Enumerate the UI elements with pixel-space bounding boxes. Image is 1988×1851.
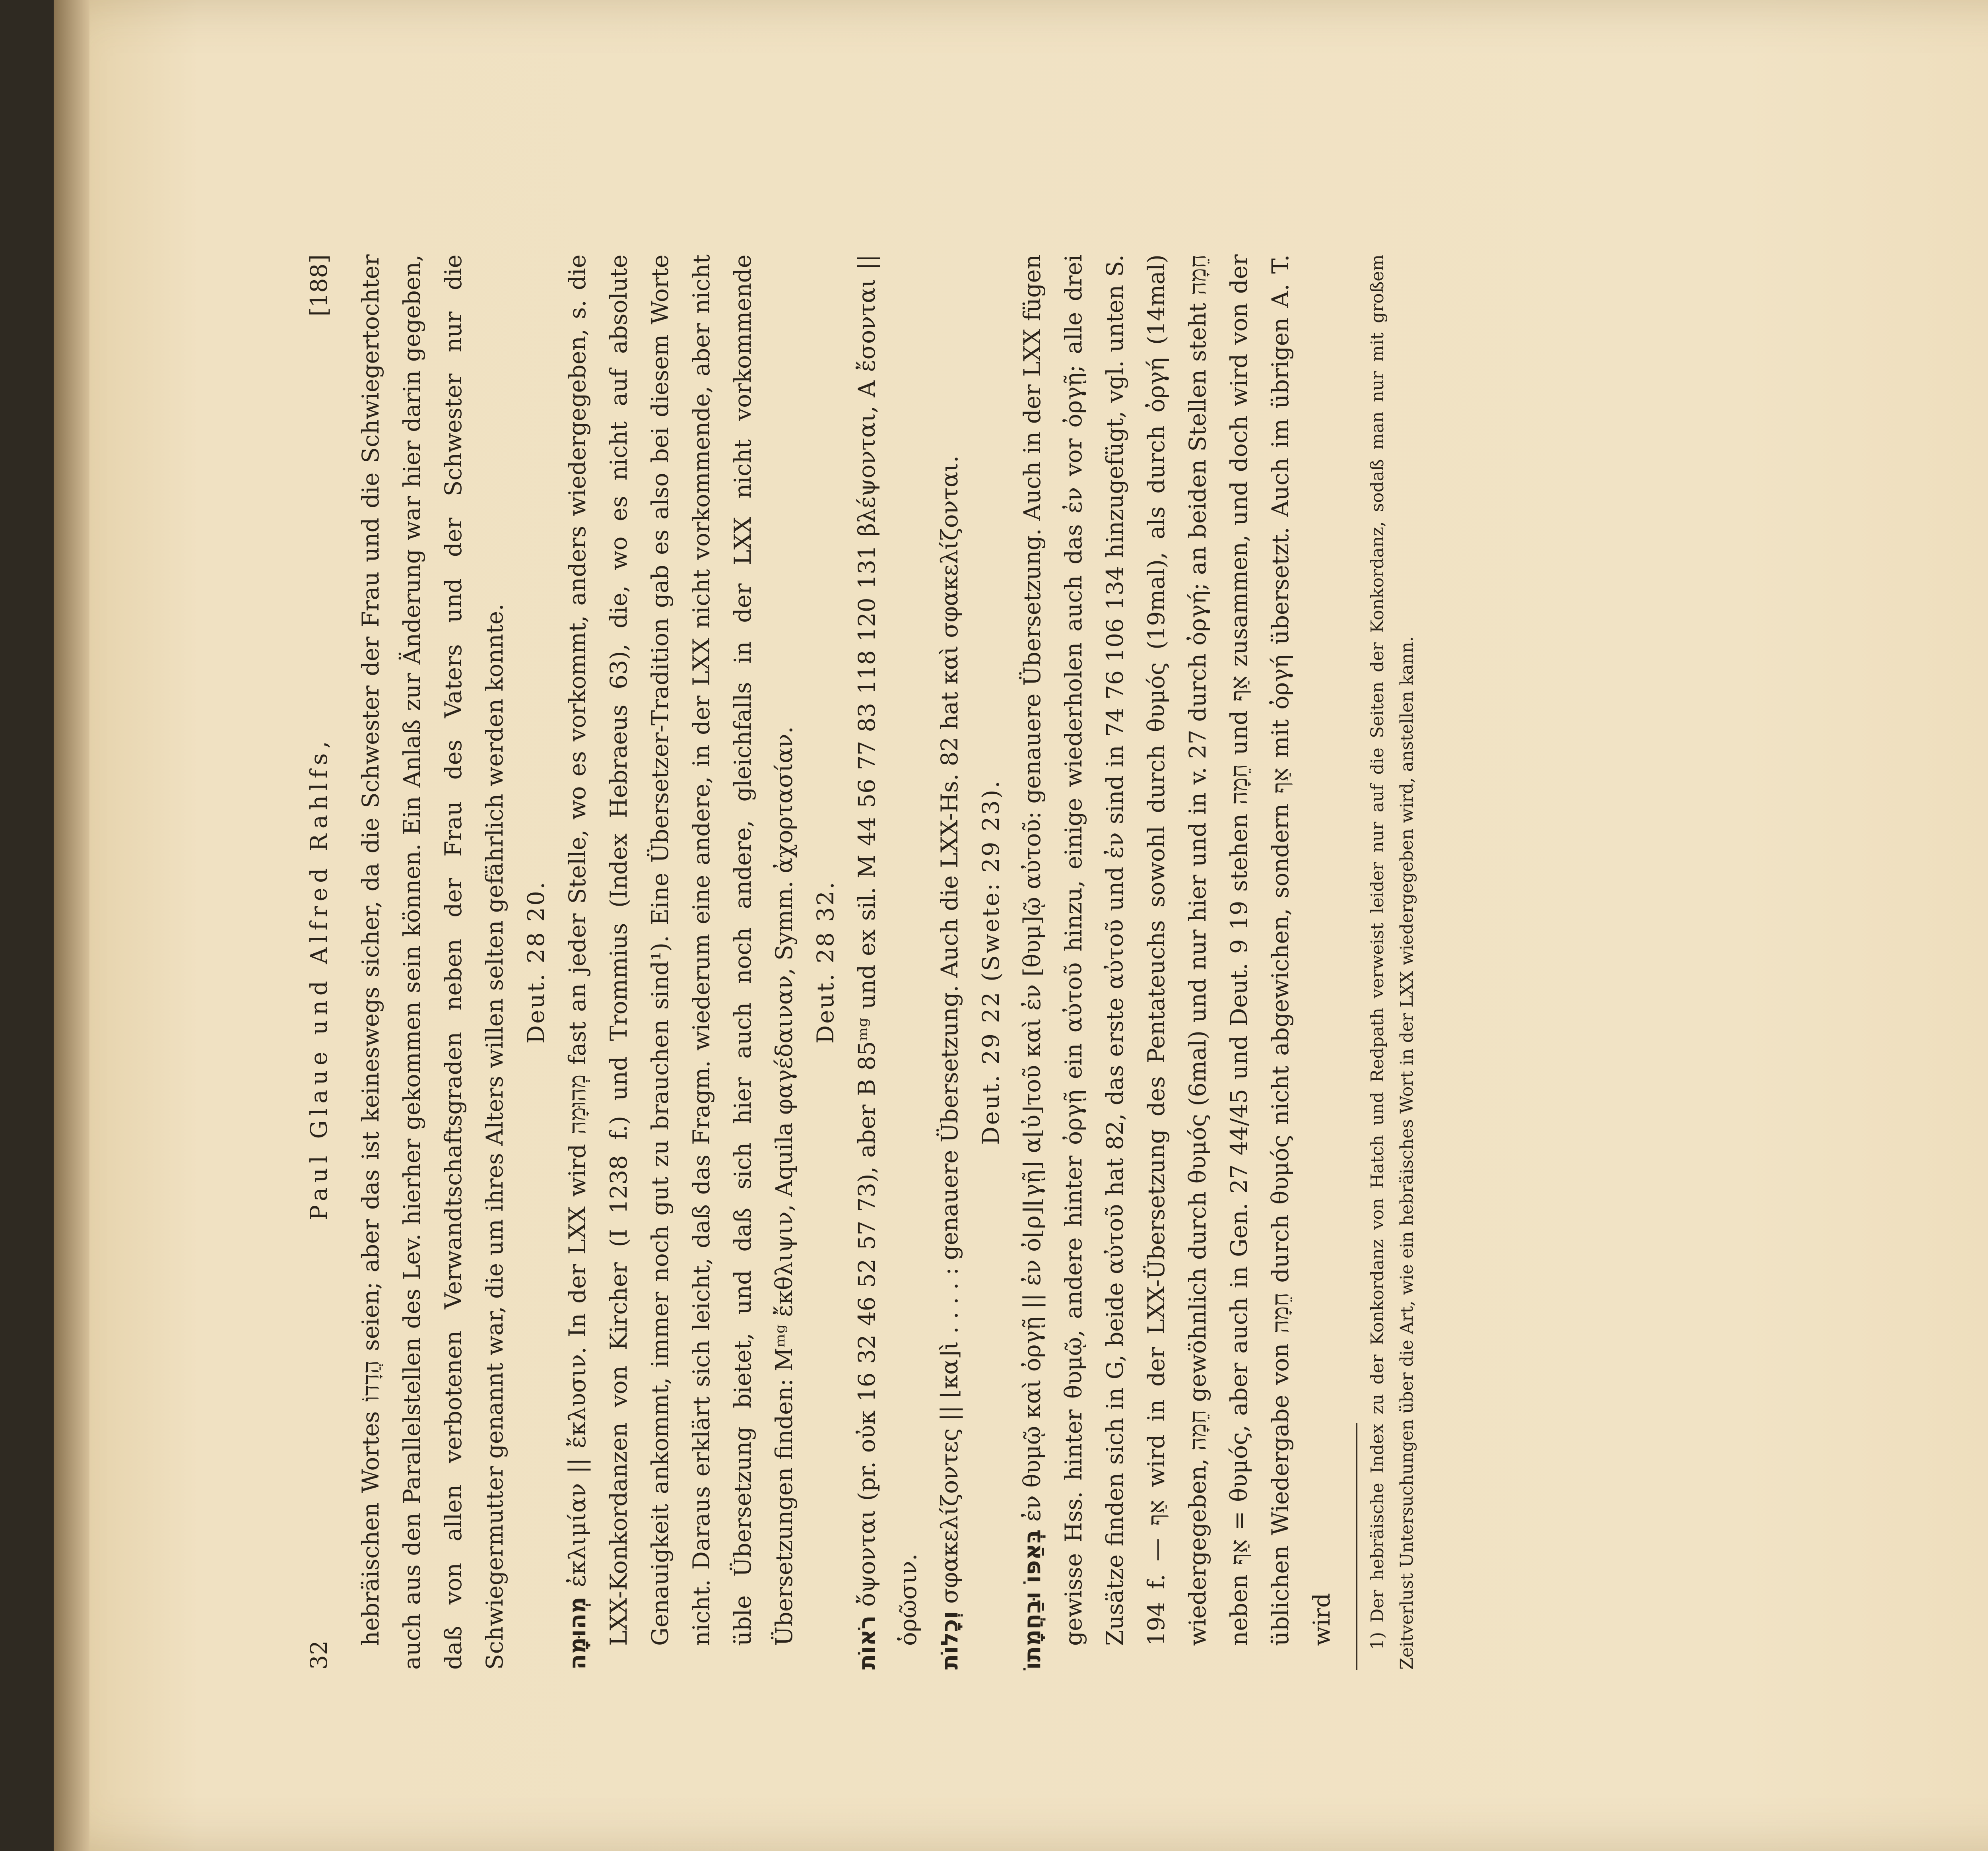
original-page-number: [188] [305,254,332,316]
paragraph: hebräischen Wortes הֲדָדוֹ seien; aber das ist keineswegs sicher, da die Schwester der Frau und die Schwiegertochter auch aus den Parallelstellen des Lev. hierher gekommen sein können. Ein Anlaß zur Änderung war hier darin gegeben, daß von allen verbotenen Verwandtschaftsgraden neben der Frau des Vaters und der Schwester nur die Schwiegermutter genannt war, die um ihres Alters willen selten gefährlich werden konnte. [357,254,508,1670]
entry-paragraph [1011,254,1342,1670]
hebrew-lemma: וְכָלוֹת [936,1611,963,1670]
footnote-divider [1356,1423,1357,1670]
entry-paragraph [929,254,970,1670]
page-number: 32 [305,1640,332,1670]
binding-gutter [54,0,89,1851]
hebrew-lemma: בְּאַפּוֹ וּבַחֲמָתוֹ [1019,1529,1046,1670]
entry-text: ἐκλιμίαν || ἔκλυσιν. In der LXX wird מְהוּמָה fast an jeder Stelle, wo es vorkommt, anders wiedergegeben, s. die LXX-Konkordanzen von Kircher (I 1238 f.) und Trommius (Index Hebraeus 63), die, wo es nicht auf absolute Genauigkeit ankommt, immer noch gut zu brauchen sind¹). Eine Übersetzer-Tradition gab es also bei diesem Worte nicht. Daraus erklärt sich leicht, daß das Fragm. wiederum eine andere, in der LXX nicht vorkommende, aber nicht üble Übersetzung bietet, und daß sich hier auch noch andere, gleichfalls in der LXX nicht vorkommende Übersetzungen finden: Mᵐᵍ ἔκθλιψιν, Aquila φαγέδαιναν, Symm. ἀχορτασίαν. [564,254,798,1646]
entry-text: ἐν θυμῷ καὶ ὀργῇ || ἐν ὀ⌊ρ⌋⌊γῇ⌋ α⌊ὐ⌋τοῦ καὶ ἐν [θυμ]ῷ αὐτοῦ: genauere Übersetzung. Auch in der LXX fügen gewisse Hss. hinter θυμῷ, andere hinter ὀργῇ ein αὐτοῦ hinzu, einige wiederholen auch das ἐν vor ὀργῇ; alle drei Zusätze finden sich in G, beide αὐτοῦ hat 82, das erste αὐτοῦ und ἐν sind in 74 76 106 134 hinzugefügt, vgl. unten S. 194 f. — אַף wird in der LXX-Übersetzung des Pentateuchs sowohl durch θυμός (19mal), als durch ὀργή (14mal) wiedergegeben, חֵמָה gewöhnlich durch θυμός (6mal) und nur hier und in v. 27 durch ὀργή; an beiden Stellen steht חֵמָה neben אַף = θυμός, aber auch in Gen. 27 44/45 und Deut. 9 19 stehen חֵמָה und אַף zusammen, und doch wird von der üblichen Wiedergabe von חֵמָה durch θυμός nicht abgewichen, sondern אַף mit ὀργή übersetzt. Auch im übrigen A. T. wird [1019,254,1335,1646]
entry-text: σφακελίζοντες || ⌊κα⌋ὶ . . . . : genauere Übersetzung. Auch die LXX-Hs. 82 hat καὶ σφακελίζονται. [936,455,963,1604]
footnote: 1) Der hebräische Index zu der Konkordanz von Hatch und Redpath verweist leider nur auf die Seiten der Konkordanz, sodaß man nur mit großem Zeitverlust Untersuchungen über die Art, wie ein hebräisches Wort in der LXX wiedergegeben wird, anstellen kann. [1367,254,1417,1670]
hebrew-lemma: מְהוּמָה [564,1597,591,1670]
printed-page [298,254,1988,1670]
entry-paragraph [557,254,805,1670]
section-heading: Deut. 28 32. [812,880,839,1044]
page-body [350,254,1422,1670]
section-heading: Deut. 28 20. [522,880,549,1044]
entry-text: ὄψονται (pr. οὐκ 16 32 46 52 57 73), aber B 85ᵐᵍ und ex sil. M 44 56 77 83 118 120 131 βλέψονται, A ἔσονται || ὁρῶσιν. [853,254,922,1646]
running-head [298,254,340,1670]
entry-paragraph [846,254,929,1670]
hebrew-lemma: רֹאוֹת [853,1615,880,1670]
section-heading: Deut. 29 22 (Swete: 29 23). [977,779,1004,1145]
running-title: Paul Glaue und Alfred Rahlfs, [305,736,332,1221]
